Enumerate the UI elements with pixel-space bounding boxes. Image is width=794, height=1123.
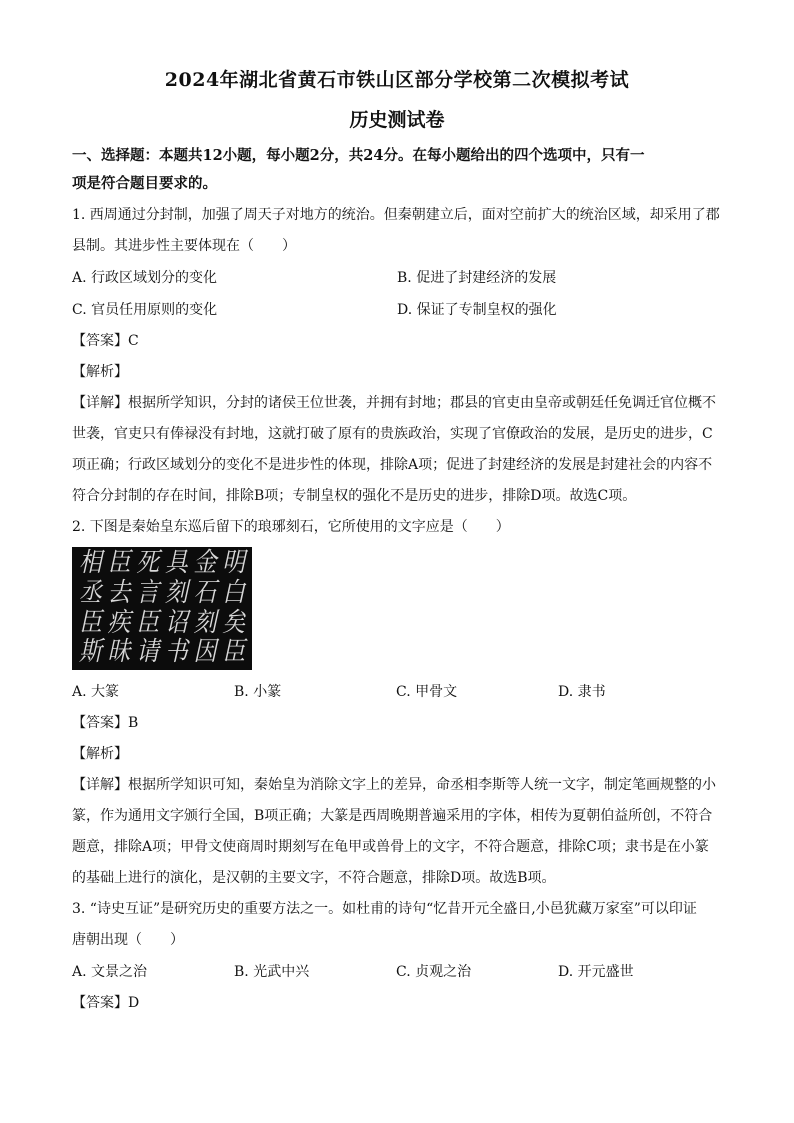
q2-detail-line3: 题意，排除A项；甲骨文使商周时期刻写在龟甲或兽骨上的文字，不符合题意，排除C项；隶书是在小篆 [72,839,709,855]
seal-glyph: 去 [107,577,131,608]
seal-glyph: 书 [164,637,188,668]
q1-detail-line2: 世袭，官吏只有俸禄没有封地，这就打破了原有的贵族政治，实现了官僚政治的发展，是历史的进步，C [72,426,713,442]
q2-stem: 2. 下图是秦始皇东巡后留下的琅琊刻石，它所使用的文字应是（ ） [72,519,510,535]
section-heading-line2: 项是符合题目要求的。 [72,175,217,192]
seal-glyph: 诏 [164,607,188,638]
seal-glyph: 言 [136,577,160,608]
q3-option-d: D. 开元盛世 [558,964,634,980]
seal-glyph: 矣 [222,607,246,638]
q2-answer: 【答案】B [72,715,139,731]
q2-option-d: D. 隶书 [558,684,606,700]
seal-glyph: 刻 [164,577,188,608]
seal-glyph: 金 [193,547,217,578]
q3-option-b: B. 光武中兴 [234,964,310,980]
q2-option-a: A. 大篆 [72,684,120,700]
q3-stem-line2: 唐朝出现（ ） [72,932,184,948]
exam-subtitle: 历史测试卷 [349,109,445,131]
seal-glyph: 白 [222,577,246,608]
q2-detail-line2: 篆，作为通用文字颁行全国，B项正确；大篆是西周晚期普遍采用的字体，相传为夏朝伯益所创，不符合 [72,808,713,824]
q1-options-row2 [72,294,722,326]
seal-glyph: 相 [78,547,102,578]
seal-glyph: 石 [193,577,217,608]
seal-glyph: 斯 [78,637,102,668]
seal-glyph: 臣 [78,607,102,638]
q2-option-b: B. 小篆 [234,684,282,700]
seal-glyph: 臣 [107,547,131,578]
q1-option-d: D. 保证了专制皇权的强化 [397,302,557,318]
q2-detail-line1: 【详解】根据所学知识可知，秦始皇为消除文字上的差异，命丞相李斯等人统一文字，制定笔画规整的小 [72,777,716,793]
q1-detail-line1: 【详解】根据所学知识，分封的诸侯王位世袭，并拥有封地；郡县的官吏由皇帝或朝廷任免调迁官位概不 [72,395,716,411]
langya-stele-rubbing-image [72,547,252,670]
seal-glyph: 请 [136,637,160,668]
seal-glyph: 刻 [193,607,217,638]
section-heading-line1: 一、选择题：本题共12小题，每小题2分，共24分。在每小题给出的四个选项中，只有一 [72,147,645,164]
seal-glyph: 丞 [78,577,102,608]
q1-stem-line1: 1. 西周通过分封制，加强了周天子对地方的统治。但秦朝建立后，面对空前扩大的统治区域，却采用了郡 [72,207,720,223]
seal-glyph: 昧 [107,637,131,668]
seal-glyph: 具 [164,547,188,578]
seal-glyph: 臣 [136,607,160,638]
q1-analysis-label: 【解析】 [72,364,128,380]
seal-glyph: 明 [222,547,246,578]
q3-options-row [72,956,722,988]
q1-options-row1 [72,262,722,294]
q1-option-a: A. 行政区域划分的变化 [72,270,218,286]
seal-glyph: 臣 [222,637,246,668]
q1-option-c: C. 官员任用原则的变化 [72,302,218,318]
q1-answer: 【答案】C [72,333,139,349]
q1-option-b: B. 促进了封建经济的发展 [397,270,557,286]
q3-stem-line1: 3. “诗史互证”是研究历史的重要方法之一。如杜甫的诗句“忆昔开元全盛日,小邑犹藏万家室”可以印证 [72,901,697,917]
q3-option-a: A. 文景之治 [72,964,148,980]
q3-answer: 【答案】D [72,995,140,1011]
q1-detail-line4: 符合分封制的存在时间，排除B项；专制皇权的强化不是历史的进步，排除D项。故选C项。 [72,488,637,504]
q3-option-c: C. 贞观之治 [396,964,472,980]
q2-detail-line4: 的基础上进行的演化，是汉朝的主要文字，不符合题意，排除D项。故选B项。 [72,870,556,886]
q1-stem-line2: 县制。其进步性主要体现在（ ） [72,238,296,254]
q2-options-row [72,676,722,708]
seal-glyph: 死 [136,547,160,578]
exam-title: 2024年湖北省黄石市铁山区部分学校第二次模拟考试 [164,69,630,91]
q2-analysis-label: 【解析】 [72,746,128,762]
exam-page [72,66,722,1019]
seal-glyph: 疾 [107,607,131,638]
seal-glyph: 因 [193,637,217,668]
q1-detail-line3: 项正确；行政区域划分的变化不是进步性的体现，排除A项；促进了封建经济的发展是封建社会的内容不 [72,457,713,473]
q2-option-c: C. 甲骨文 [396,684,458,700]
